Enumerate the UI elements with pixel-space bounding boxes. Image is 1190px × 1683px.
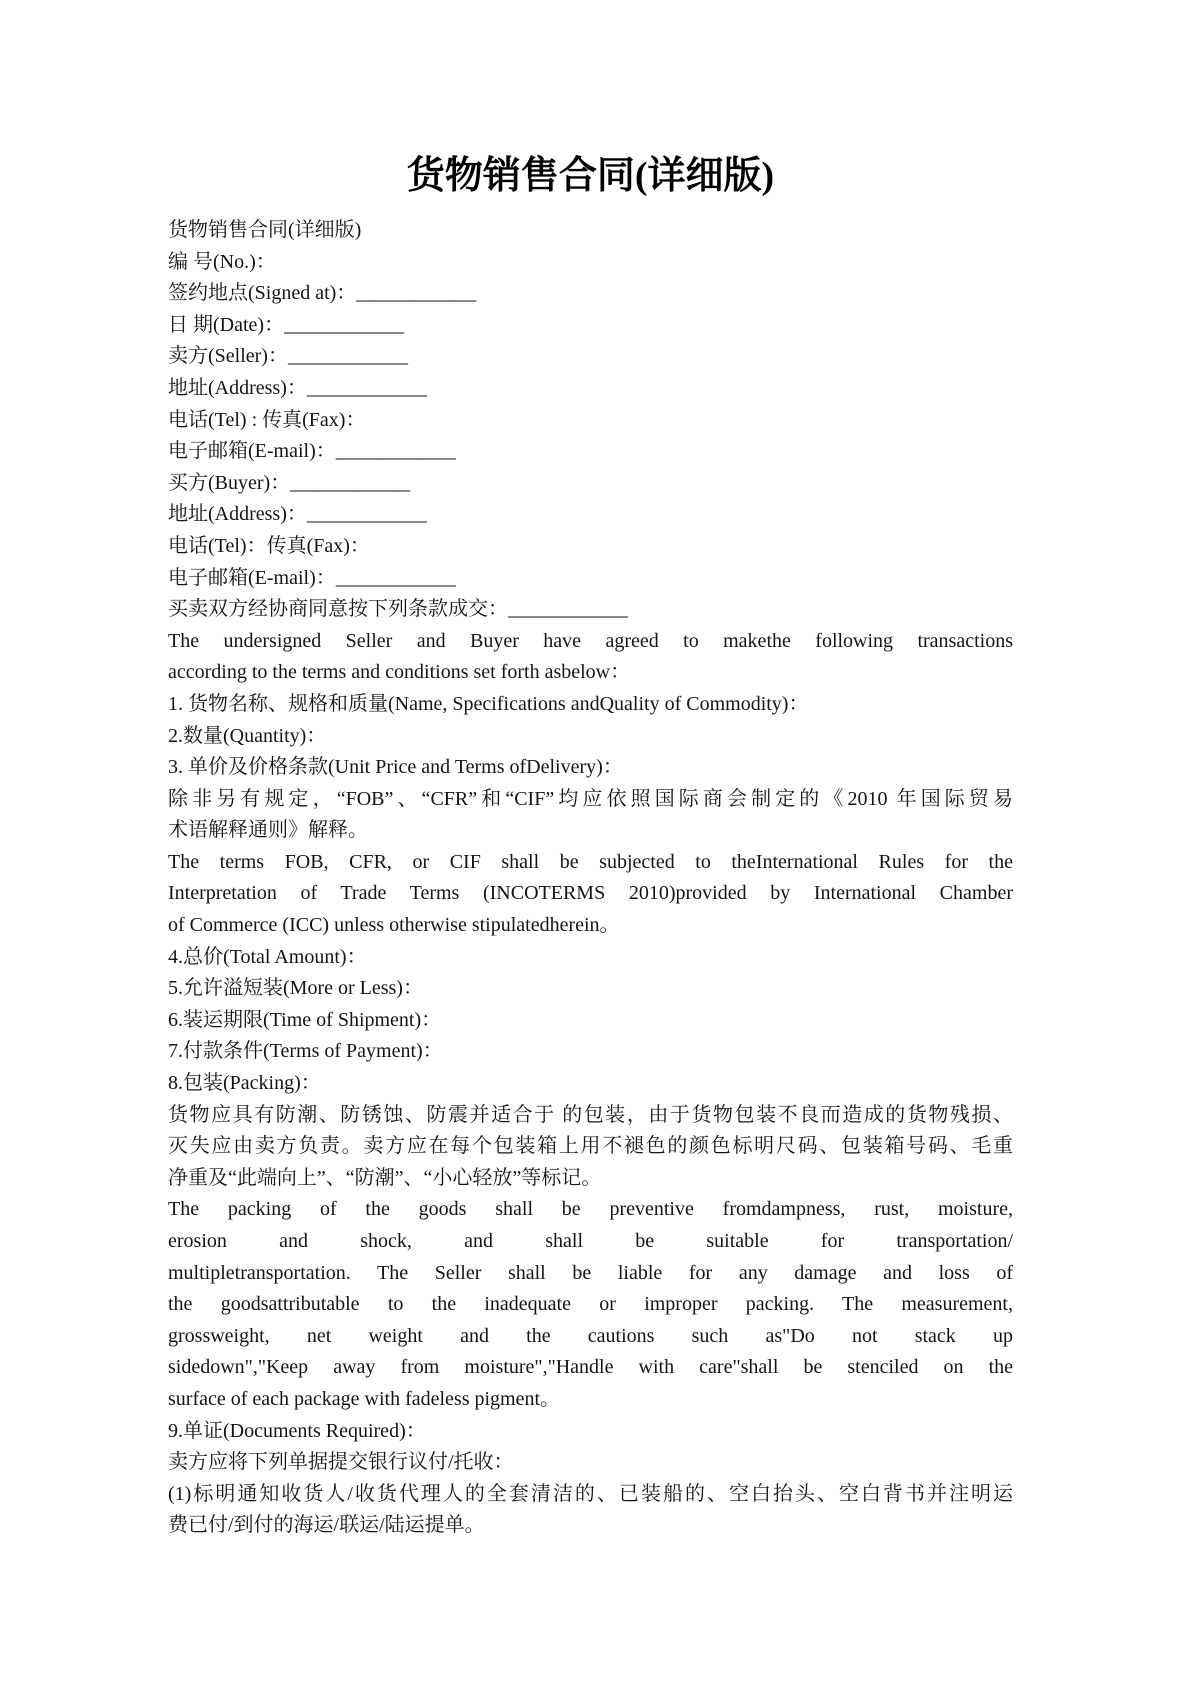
document-line: 7.付款条件(Terms of Payment)： [168,1040,443,1063]
document-line: 地址(Address)：____________ [168,503,427,526]
document-line: 费已付/到付的海运/联运/陆运提单。 [168,1514,485,1537]
document-line: 货物销售合同(详细版) [168,219,362,241]
document-line: 卖方应将下列单据提交银行议付/托收： [168,1451,514,1474]
document-line: 地址(Address)：____________ [168,376,427,399]
document-line: 9.单证(Documents Required)： [168,1419,426,1442]
document-line: 术语解释通则》解释。 [168,819,368,842]
document-line: multipletransportation. The Seller shall be liable for any damage and loss of [168,1261,1013,1284]
document-body [168,215,1013,1542]
document-title: 货物销售合同(详细版) [406,155,775,197]
document-line: grossweight, net weight and the cautions such as"Do not stack up [168,1324,1013,1347]
document-line: 8.包装(Packing)： [168,1072,321,1095]
document-line: 灭失应由卖方负责。卖方应在每个包装箱上用不褪色的颜色标明尺码、包装箱号码、毛重 [168,1135,1013,1158]
document-line: 日 期(Date)：____________ [168,313,405,336]
document-line: surface of each package with fadeless pigment。 [168,1387,561,1410]
document-line: 编 号(No.)： [168,250,276,273]
document-line: of Commerce (ICC) unless otherwise stipulatedherein。 [168,914,620,937]
document-line: 2.数量(Quantity)： [168,724,327,747]
document-line: 4.总价(Total Amount)： [168,945,367,968]
document-line: 6.装运期限(Time of Shipment)： [168,1008,442,1031]
document-line: 电子邮箱(E-mail)：____________ [168,566,456,589]
document-line: 5.允许溢短装(More or Less)： [168,977,423,1000]
document-line: 净重及“此端向上”、“防潮”、“小心轻放”等标记。 [168,1166,602,1189]
document-line: 电话(Tel)：传真(Fax)： [168,534,370,557]
document-line: 电子邮箱(E-mail)：____________ [168,440,456,463]
document-line: Interpretation of Trade Terms (INCOTERMS 2010)provided by International Chamber [168,882,1013,905]
document-line: 3. 单价及价格条款(Unit Price and Terms ofDelivery)： [168,756,623,779]
document-line: 货物应具有防潮、防锈蚀、防震并适合于 的包装，由于货物包装不良而造成的货物残损、 [168,1103,1013,1126]
document-line: (1)标明通知收货人/收货代理人的全套清洁的、已装船的、空白抬头、空白背书并注明运 [168,1482,1013,1505]
document-line: 电话(Tel) : 传真(Fax)： [168,408,366,431]
document-line: the goodsattributable to the inadequate or improper packing. The measurement, [168,1293,1013,1316]
document-line: sidedown","Keep away from moisture","Handle with care"shall be stenciled on the [168,1356,1013,1379]
document-line: according to the terms and conditions set forth asbelow： [168,661,631,684]
document-line: The terms FOB, CFR, or CIF shall be subjected to theInternational Rules for the [168,850,1013,873]
document-line: 1. 货物名称、规格和质量(Name, Specifications andQuality of Commodity)： [168,692,809,715]
document-line: 买卖双方经协商同意按下列条款成交：____________ [168,598,628,621]
document-line: The undersigned Seller and Buyer have agreed to makethe following transactions [168,629,1013,652]
document-line: 买方(Buyer)：____________ [168,471,411,494]
document-line: erosion and shock, and shall be suitable for transportation/ [168,1230,1013,1252]
document-line: 卖方(Seller)：____________ [168,345,408,368]
document-line: 除非另有规定，“FOB”、“CFR”和“CIF”均应依照国际商会制定的《2010 年国际贸易 [168,787,1013,810]
document-line: The packing of the goods shall be preventive fromdampness, rust, moisture, [168,1198,1013,1221]
document-line: 签约地点(Signed at)：____________ [168,282,477,305]
